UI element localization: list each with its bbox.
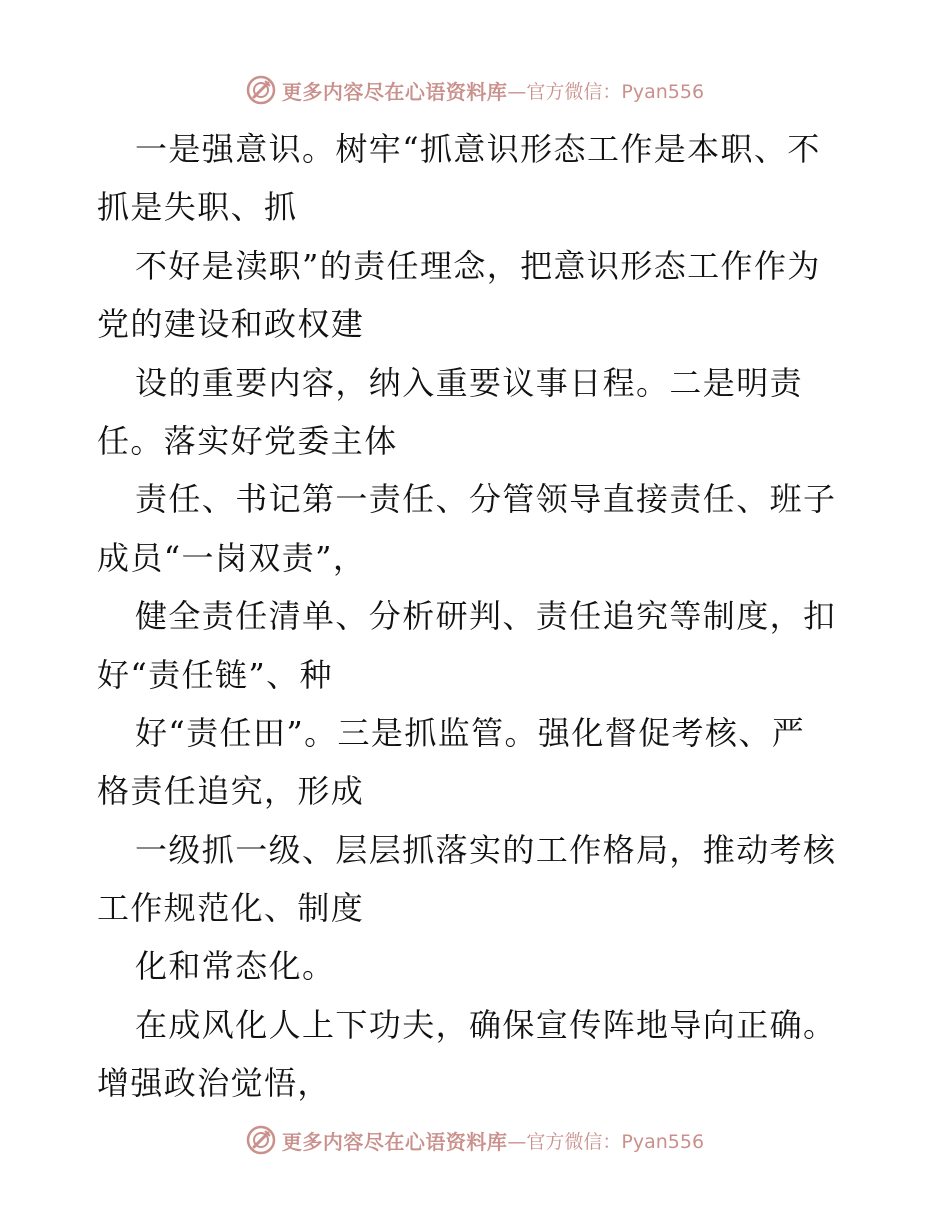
text-line: 责任、书记第一责任、分管领导直接责任、班子 xyxy=(135,480,837,519)
text-line: 好“责任链”、种 xyxy=(97,655,333,694)
text-line: 党的建设和政权建 xyxy=(97,305,365,344)
watermark-sub-text: —官方微信：Pyan556 xyxy=(507,80,705,103)
logo-icon xyxy=(246,1125,276,1155)
text-line: 成员“一岗双责”， xyxy=(97,538,367,577)
watermark-main-text: 更多内容尽在心语资料库 xyxy=(281,79,508,104)
text-line: 设的重要内容，纳入重要议事日程。二是明责 xyxy=(135,363,804,402)
logo-icon xyxy=(246,75,276,105)
text-line: 不好是渎职”的责任理念，把意识形态工作作为 xyxy=(135,246,821,285)
text-line: 一级抓一级、层层抓落实的工作格局，推动考核 xyxy=(135,830,837,869)
text-line: 好“责任田”。三是抓监管。强化督促考核、严 xyxy=(135,713,806,752)
text-line: 一是强意识。树牢“抓意识形态工作是本职、不 xyxy=(135,130,821,168)
text-line: 抓是失职、抓 xyxy=(97,188,298,227)
document-body xyxy=(97,120,857,1113)
watermark-sub-text: —官方微信：Pyan556 xyxy=(507,1130,705,1153)
page-header-watermark xyxy=(0,70,950,110)
text-line: 格责任追究，形成 xyxy=(97,772,365,811)
text-line: 健全责任清单、分析研判、责任追究等制度，扣 xyxy=(135,597,837,636)
text-line: 任。落实好党委主体 xyxy=(97,421,398,460)
text-line: 化和常态化。 xyxy=(135,947,336,986)
text-line: 增强政治觉悟， xyxy=(97,1064,331,1103)
text-line: 工作规范化、制度 xyxy=(97,889,365,928)
watermark-main-text: 更多内容尽在心语资料库 xyxy=(281,1129,508,1154)
text-line: 在成风化人上下功夫，确保宣传阵地导向正确。 xyxy=(135,1005,837,1044)
page-footer-watermark xyxy=(0,1120,950,1160)
